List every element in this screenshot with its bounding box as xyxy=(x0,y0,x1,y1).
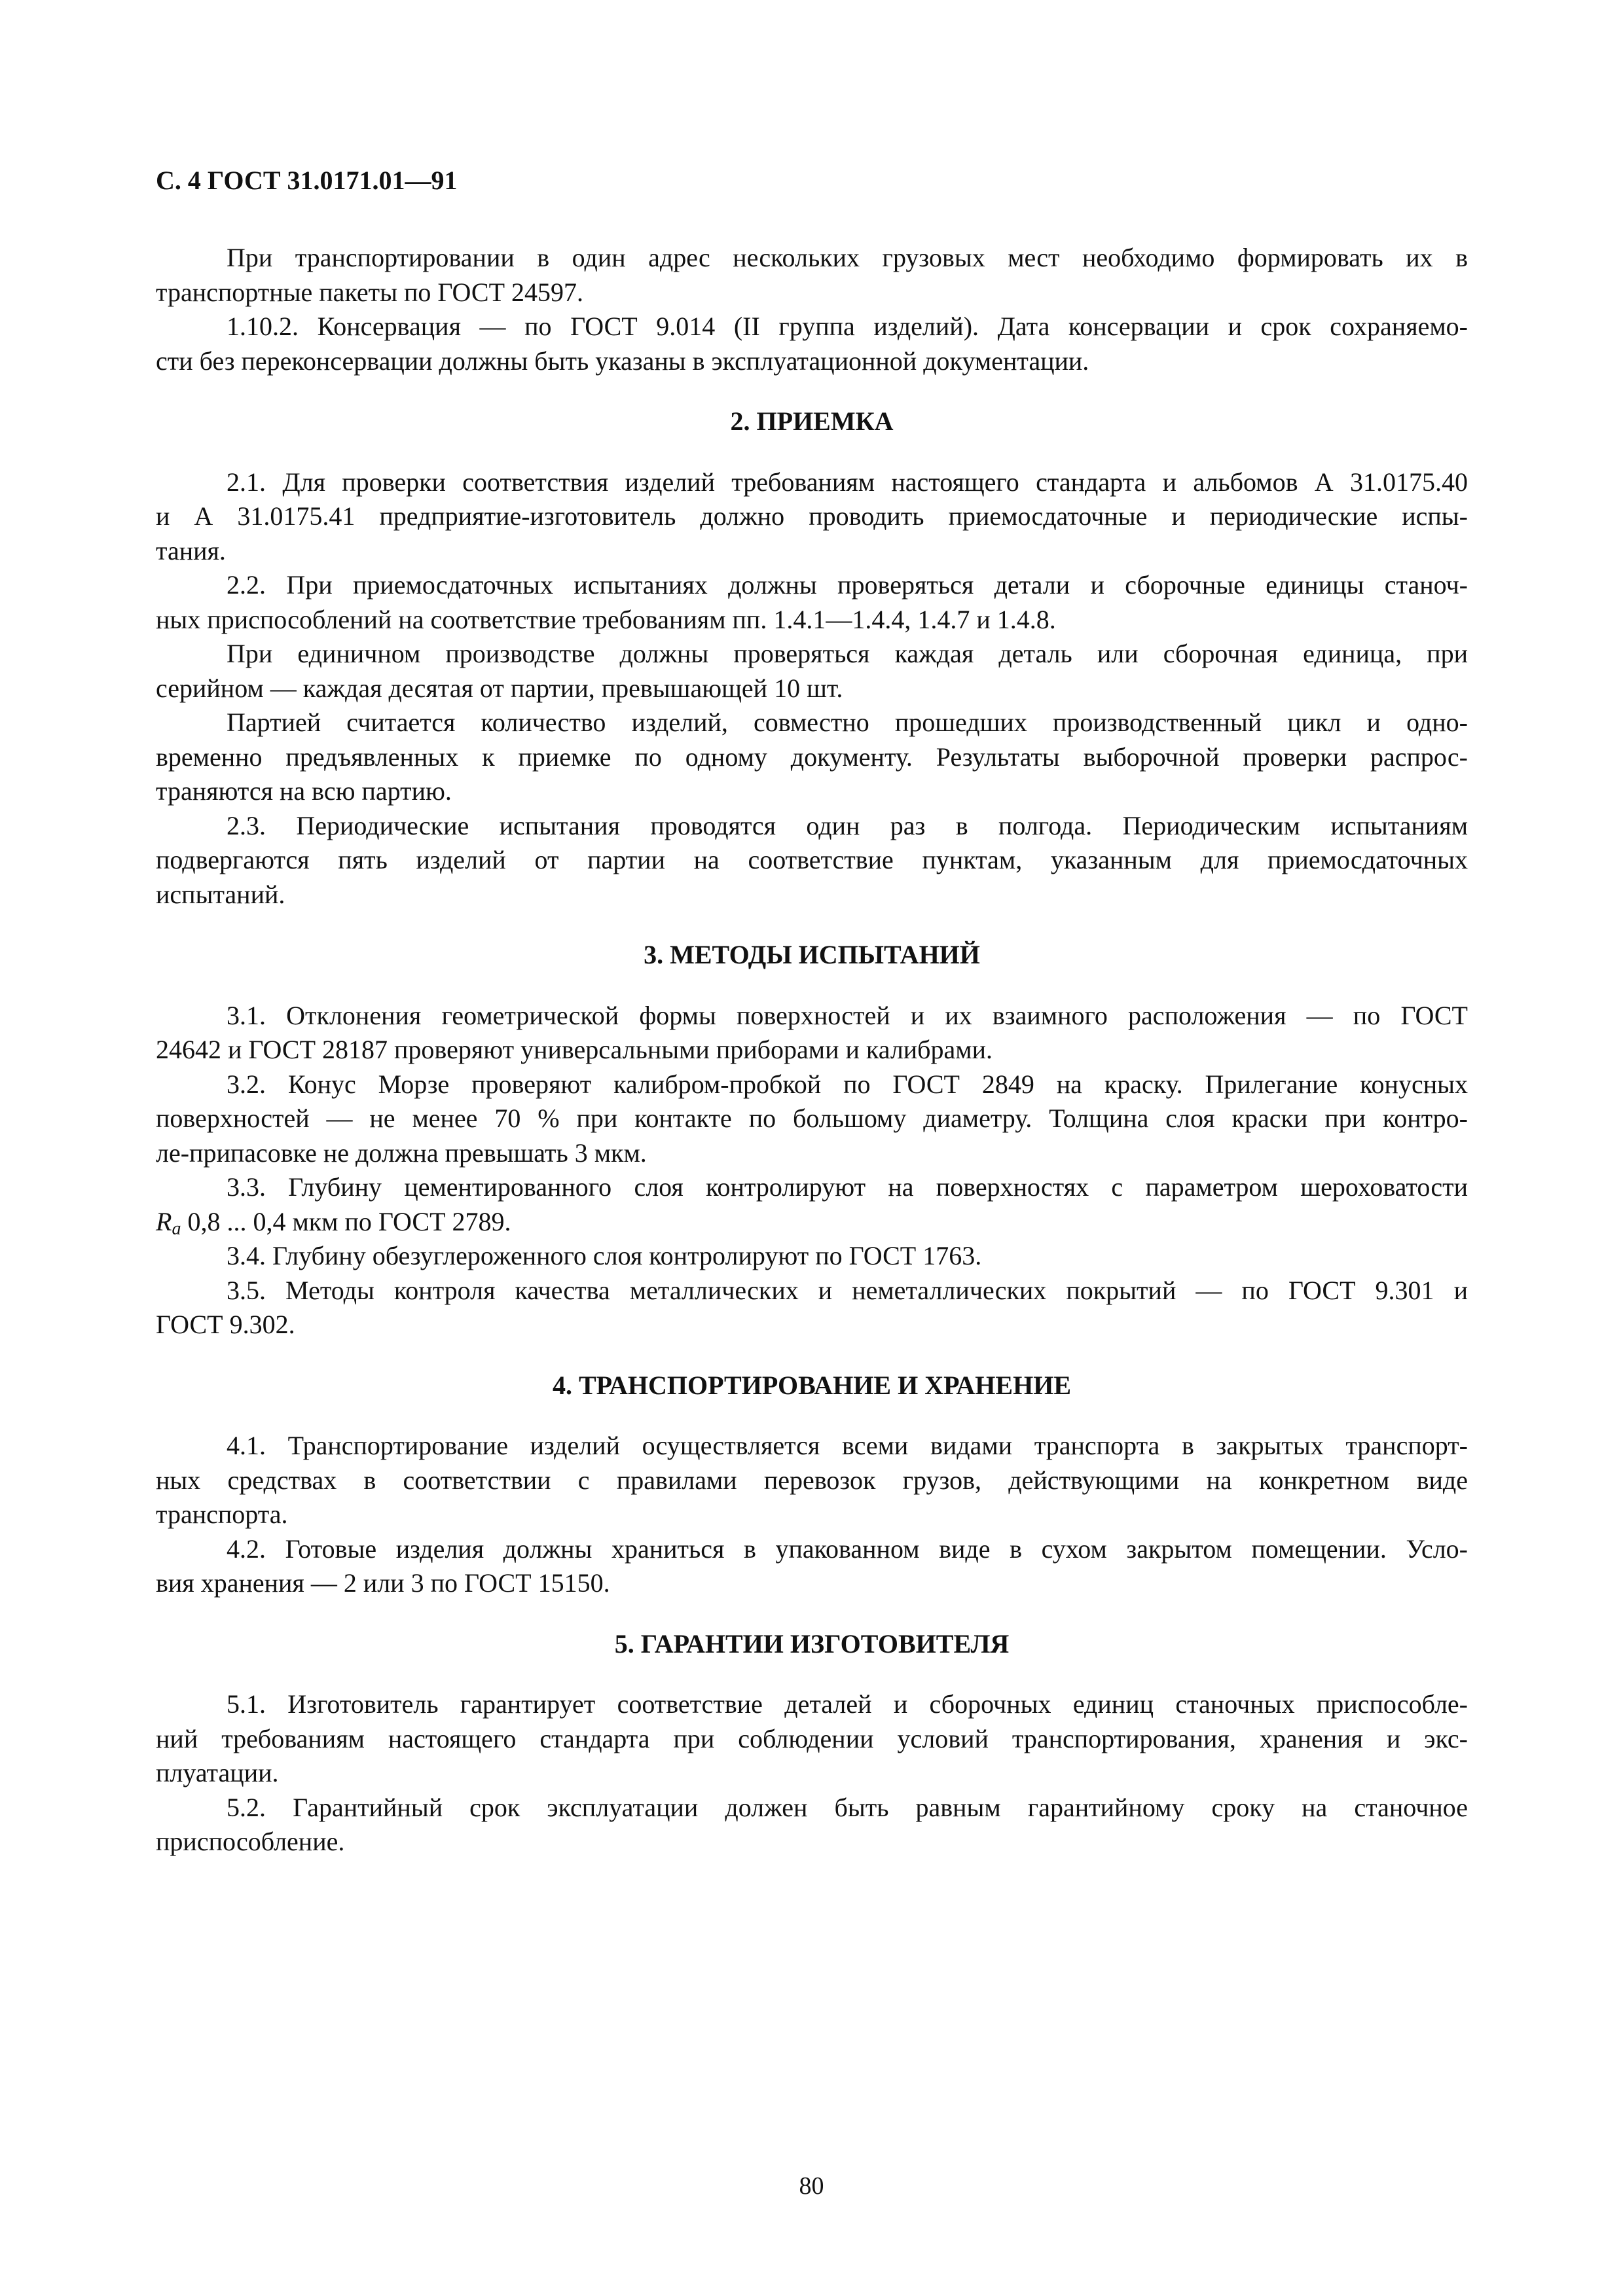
text-line: 5.2. Гарантийный срок эксплуатации должен быть равным гарантийному сроку на станочное xyxy=(227,1792,1468,1822)
text-line: Партией считается количество изделий, совместно прошедших производственный цикл и одно- xyxy=(227,708,1468,737)
roughness-symbol: $R_a$ xyxy=(156,1206,181,1239)
text-line: испытаний. xyxy=(156,879,285,909)
text-line: 5.1. Изготовитель гарантирует соответствие деталей и сборочных единиц станочных приспособле- xyxy=(227,1689,1468,1719)
text-line: ГОСТ 9.302. xyxy=(156,1310,295,1339)
text-line: 3.1. Отклонения геометрической формы поверхностей и их взаимного расположения — по ГОСТ xyxy=(227,1000,1468,1030)
text-line: ных приспособлений на соответствие требованиям пп. 1.4.1—1.4.4, 1.4.7 и 1.4.8. xyxy=(156,604,1056,634)
text-line: 3.2. Конус Морзе проверяют калибром-пробкой по ГОСТ 2849 на краску. Прилегание конусных xyxy=(227,1069,1468,1099)
text-line: ных средствах в соответствии с правилами перевозок грузов, действующими на конкретном виде xyxy=(156,1465,1468,1495)
section-heading: 5. ГАРАНТИИ ИЗГОТОВИТЕЛЯ xyxy=(614,1628,1010,1659)
text-line: При единичном производстве должны проверяться каждая деталь или сборочная единица, при xyxy=(227,639,1468,668)
text-line: ле-припасовке не должна превышать 3 мкм. xyxy=(156,1138,647,1168)
text-line: 4.2. Готовые изделия должны храниться в упакованном виде в сухом закрытом помещении. Усло- xyxy=(227,1534,1468,1564)
text-line: сти без переконсервации должны быть указаны в эксплуатационной документации. xyxy=(156,346,1089,376)
page-number: 80 xyxy=(799,2172,824,2200)
text-line: 4.1. Транспортирование изделий осуществляется всеми видами транспорта в закрытых транспорт- xyxy=(227,1431,1468,1460)
text-line: транспортные пакеты по ГОСТ 24597. xyxy=(156,277,584,307)
text-line: временно предъявленных к приемке по одному документу. Результаты выборочной проверки распрос- xyxy=(156,742,1468,772)
section-heading: 2. ПРИЕМКА xyxy=(730,406,894,436)
text-line: подвергаются пять изделий от партии на соответствие пунктам, указанным для приемосдаточных xyxy=(156,845,1468,874)
text-line: ний требованиям настоящего стандарта при соблюдении условий транспортирования, хранения и экс- xyxy=(156,1723,1468,1753)
text-line: 2.2. При приемосдаточных испытаниях должны проверяться детали и сборочные единицы станоч- xyxy=(227,570,1468,600)
text-line: 3.3. Глубину цементированного слоя контролируют на поверхностях с параметром шероховатости xyxy=(227,1172,1468,1202)
text-line: 3.4. Глубину обезуглероженного слоя контролируют по ГОСТ 1763. xyxy=(227,1241,982,1270)
document-body xyxy=(156,241,1468,1859)
page-header: С. 4 ГОСТ 31.0171.01—91 xyxy=(156,166,458,195)
section-heading: 4. ТРАНСПОРТИРОВАНИЕ И ХРАНЕНИЕ xyxy=(553,1370,1071,1400)
text-line: $R_a$ 0,8 ... 0,4 мкм по ГОСТ 2789. xyxy=(156,1206,511,1239)
text-line: и А 31.0175.41 предприятие-изготовитель должно проводить приемосдаточные и периодические испы- xyxy=(156,501,1468,531)
text-line: При транспортировании в один адрес нескольких грузовых мест необходимо формировать их в xyxy=(227,243,1468,272)
text-line: 1.10.2. Консервация — по ГОСТ 9.014 (II группа изделий). Дата консервации и срок сохраняемо- xyxy=(227,312,1468,341)
text-line: поверхностей — не менее 70 % при контакте по большому диаметру. Толщина слоя краски при контро- xyxy=(156,1103,1468,1133)
text-line: траняются на всю партию. xyxy=(156,776,452,806)
text-line: 2.3. Периодические испытания проводятся один раз в полгода. Периодическим испытаниям xyxy=(227,810,1468,840)
text-line: приспособление. xyxy=(156,1827,345,1856)
text-line: тания. xyxy=(156,535,226,565)
text-line: вия хранения — 2 или 3 по ГОСТ 15150. xyxy=(156,1568,610,1598)
text-line: 24642 и ГОСТ 28187 проверяют универсальными приборами и калибрами. xyxy=(156,1035,993,1064)
text-line: транспорта. xyxy=(156,1499,288,1529)
text-line: плуатации. xyxy=(156,1758,279,1787)
section-heading: 3. МЕТОДЫ ИСПЫТАНИЙ xyxy=(644,940,980,969)
text-line: 2.1. Для проверки соответствия изделий требованиям настоящего стандарта и альбомов А 31.0175.40 xyxy=(227,467,1468,497)
text-line: серийном — каждая десятая от партии, превышающей 10 шт. xyxy=(156,673,843,703)
text-line: 3.5. Методы контроля качества металлических и неметаллических покрытий — по ГОСТ 9.301 и xyxy=(227,1275,1468,1305)
